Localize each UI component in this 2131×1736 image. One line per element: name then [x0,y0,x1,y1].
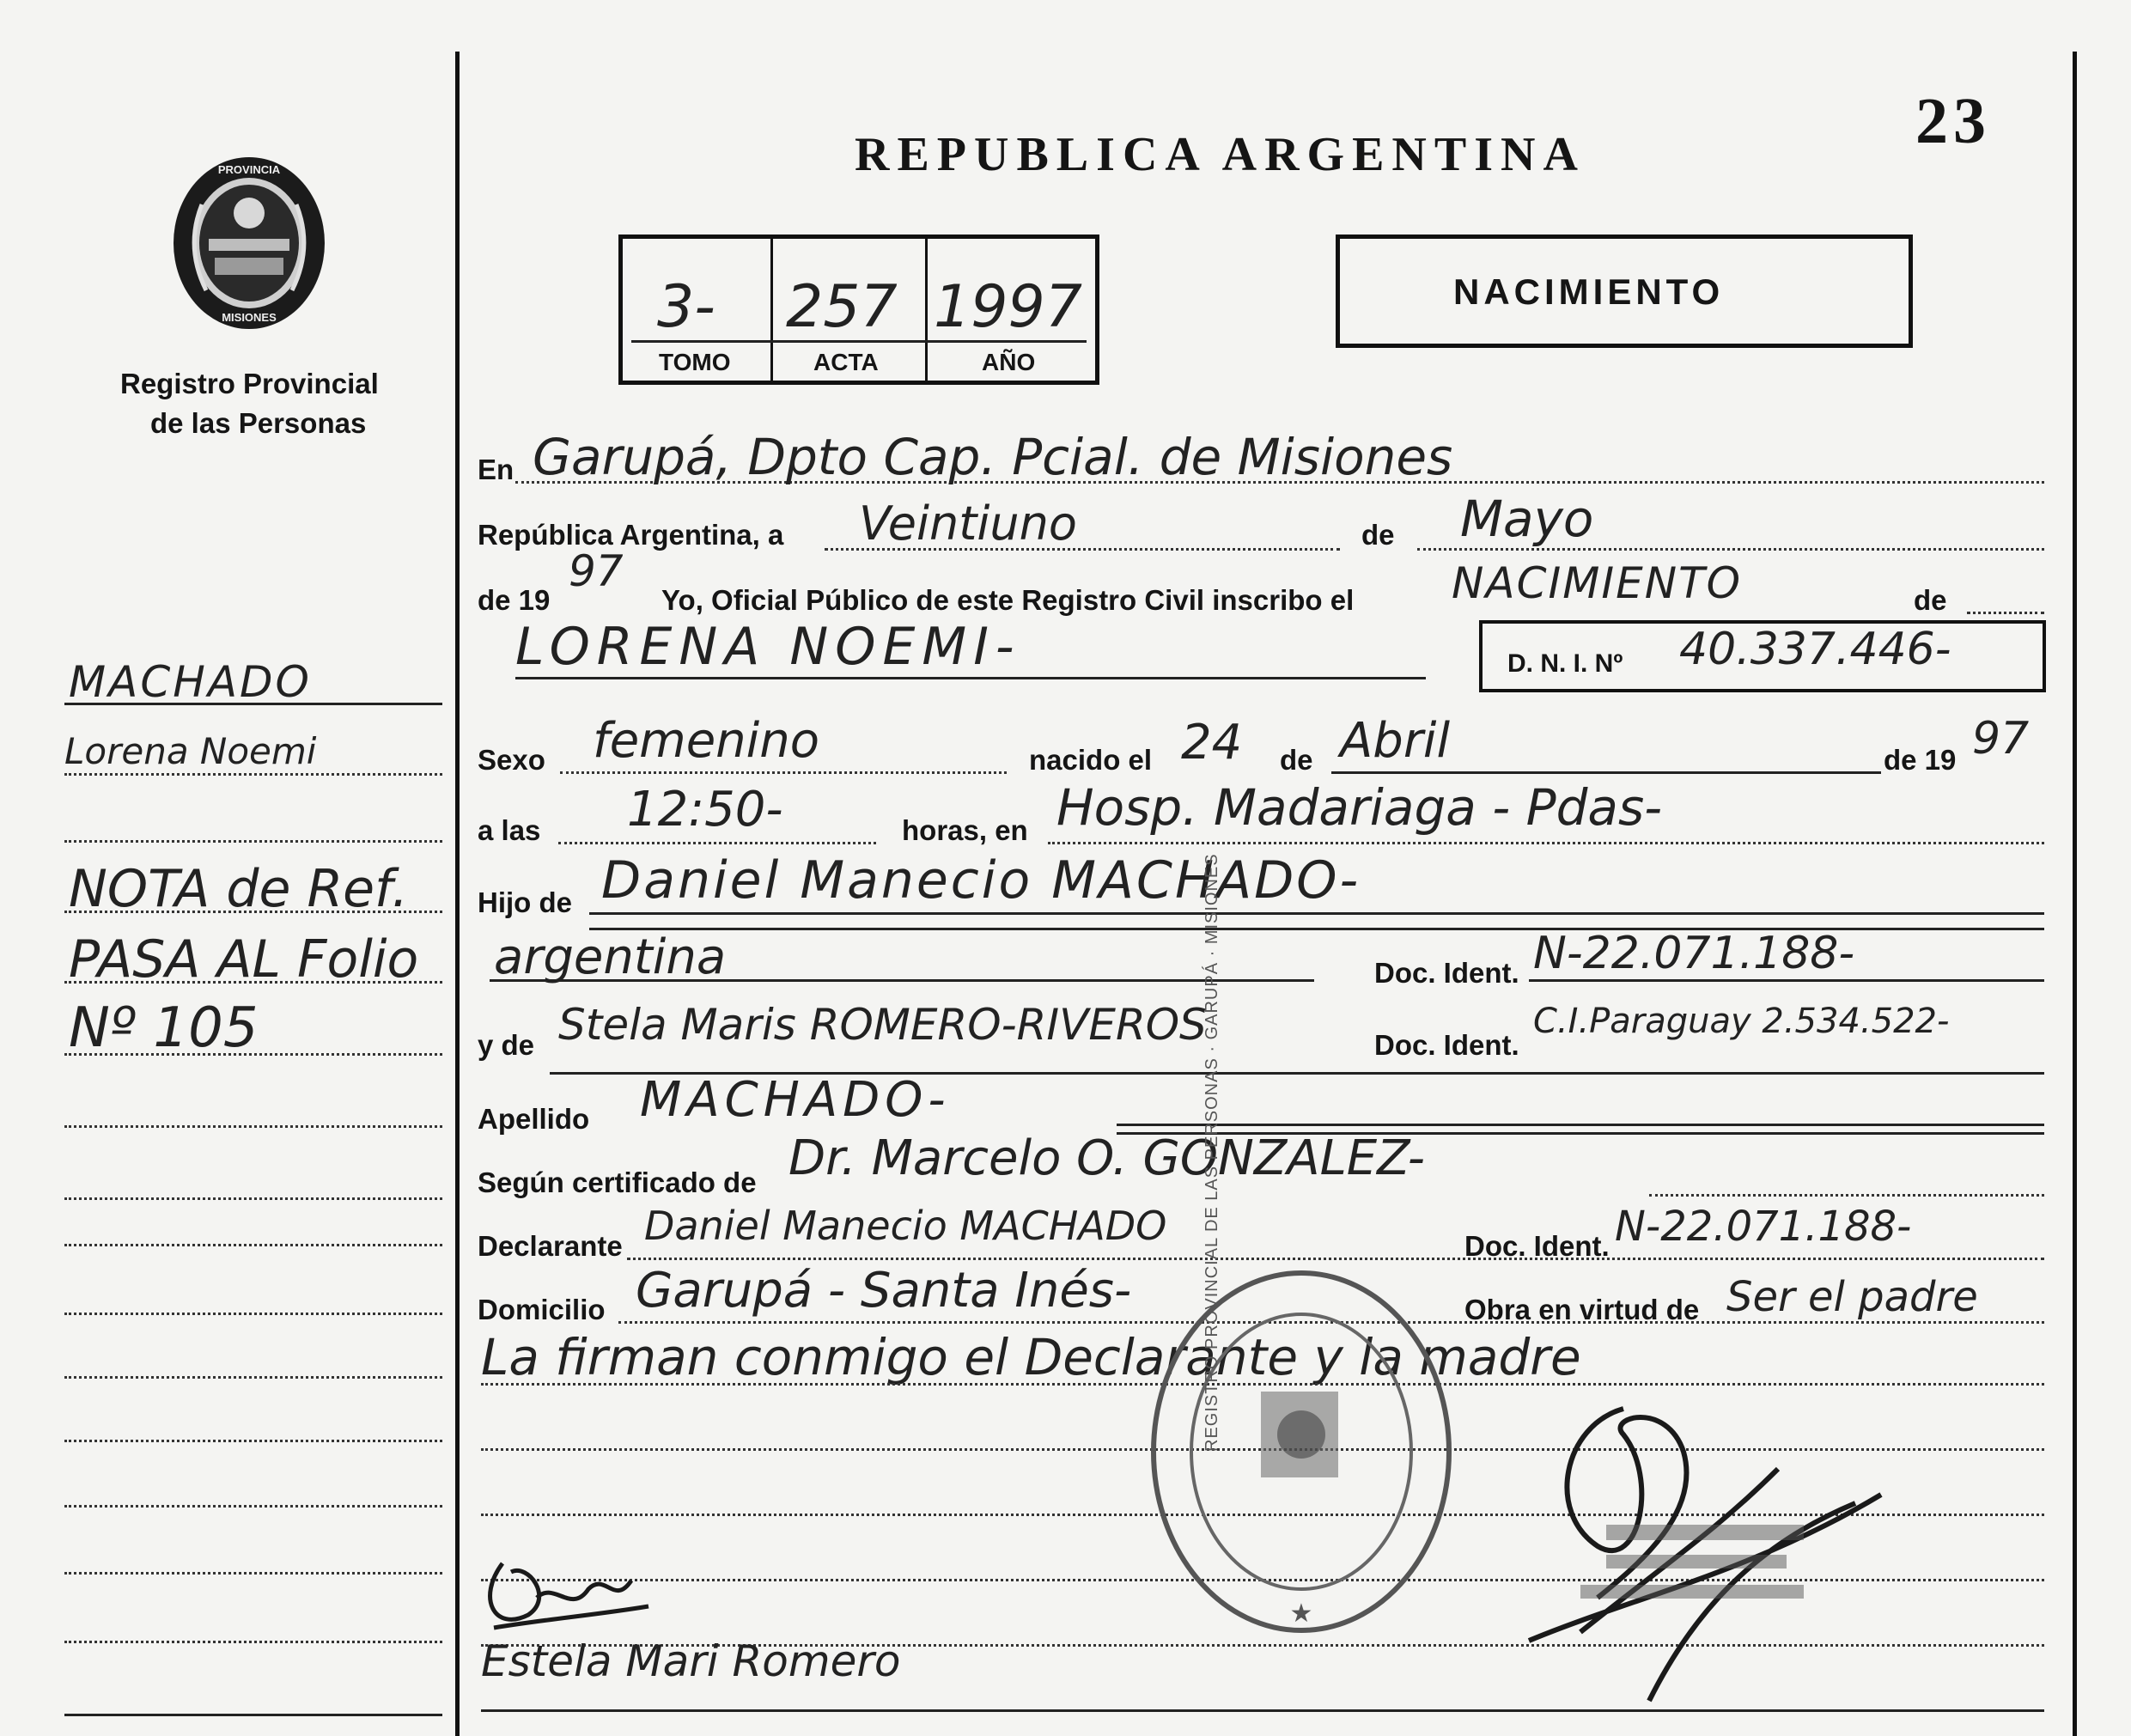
form-line [627,1258,2044,1260]
official-signature [1495,1374,1924,1718]
yo-text: Yo, Oficial Público de este Registro Civil inscribo el [661,584,1355,616]
month-value: Mayo [1460,490,1594,548]
sexo-value: femenino [593,713,819,769]
y-de-label: y de [478,1029,535,1061]
sexo-label: Sexo [478,744,545,776]
margin-line [64,1376,442,1379]
form-line [560,771,1007,774]
declarante-value: Daniel Manecio MACHADO [644,1203,1167,1249]
en-label: En [478,454,514,485]
father-doc-value: N-22.071.188- [1533,928,1855,979]
birth-year-suffix-value: 97 [1972,713,2030,764]
republica-label: República Argentina, a [478,519,784,551]
margin-note-line2: PASA AL Folio [69,929,419,990]
mother-doc-value: C.I.Paraguay 2.534.522- [1533,1002,1950,1041]
horas-label: horas, en [902,814,1028,846]
apellido-value: MACHADO- [640,1072,951,1128]
margin-line [64,1714,442,1716]
form-line [1048,842,2044,844]
closing-line: La firman conmigo el Declarante y la madre [481,1328,1581,1386]
margin-line [64,1440,442,1442]
mother-name-value: Stela Maris ROMERO-RIVEROS [558,1000,1207,1050]
left-margin-rule [455,52,460,1736]
dni-label: D. N. I. Nº [1507,649,1623,678]
form-line [1117,1124,2044,1126]
margin-given-names: Lorena Noemi [64,730,317,772]
place-value: Garupá, Dpto Cap. Pcial. de Misiones [533,428,1453,486]
year-suffix-value: 97 [569,546,624,596]
margin-line [64,1641,442,1643]
mother-signature-name: Estela Mari Romero [481,1636,901,1686]
declarante-label: Declarante [478,1230,623,1262]
apellido-label: Apellido [478,1103,590,1135]
a-las-label: a las [478,814,541,846]
form-line [1967,612,2044,614]
folio-number: 23 [1915,85,1991,157]
country-title: REPUBLICA ARGENTINA [855,128,1586,181]
hijo-label: Hijo de [478,886,573,918]
de-label-3: de [1280,744,1313,776]
de19-label: de 19 [478,584,551,616]
form-line [558,842,876,844]
doc-ident-label-1: Doc. Ident. [1374,957,1519,989]
form-line [1331,771,1881,774]
margin-line [64,773,442,776]
form-line [1649,1194,2044,1197]
day-words-value: Veintiuno [859,496,1077,551]
de19-label-2: de 19 [1884,744,1957,776]
stamp-text: REGISTRO PROVINCIAL DE LAS PERSONAS · GARUPÁ · MISIONES [1202,853,1221,1452]
domicilio-value: Garupá - Santa Inés- [636,1263,1132,1319]
act-type-label: NACIMIENTO [1453,271,1725,312]
tomo-label: TOMO [659,349,731,375]
nacido-label: nacido el [1029,744,1153,776]
right-margin-rule [2073,52,2077,1736]
father-nationality-value: argentina [494,929,727,985]
doc-ident-label-2: Doc. Ident. [1374,1029,1519,1061]
acta-label: ACTA [813,349,879,375]
birth-time-value: 12:50- [627,782,783,838]
birth-month-value: Abril [1340,713,1450,769]
margin-surname: MACHADO [69,657,312,707]
record-number-box [618,235,1099,385]
registry-stamp [1142,1263,1460,1641]
margin-line [64,1244,442,1246]
margin-note-line3: Nº 105 [69,996,259,1060]
margin-line [64,1505,442,1508]
margin-line [64,840,442,843]
office-name-line2: de las Personas [150,407,367,439]
margin-line [64,1313,442,1315]
acta-value: 257 [786,273,898,341]
seal-bottom-text: MISIONES [222,311,277,324]
dni-value: 40.337.446- [1679,624,1951,675]
obra-value: Ser el padre [1726,1273,1978,1321]
form-line [589,912,2044,915]
de-label-2: de [1914,584,1947,616]
anio-label: AÑO [982,349,1036,375]
form-line [490,979,1314,982]
birth-day-value: 24 [1181,715,1243,771]
form-line [515,677,1426,679]
form-line [1529,979,2044,982]
domicilio-label: Domicilio [478,1294,606,1325]
certificado-value: Dr. Marcelo O. GONZALEZ- [788,1130,1425,1186]
de-label-1: de [1361,519,1395,551]
declarante-doc-value: N-22.071.188- [1615,1203,1912,1251]
svg-text:★: ★ [1289,1599,1313,1628]
certificado-label: Según certificado de [478,1166,757,1198]
margin-line [64,1572,442,1575]
margin-note-line1: NOTA de Ref. [69,859,409,919]
office-name-line1: Registro Provincial [120,368,379,399]
tomo-value: 3- [657,273,715,341]
margin-line [64,1125,442,1128]
doc-ident-label-3: Doc. Ident. [1464,1230,1610,1262]
obra-label: Obra en virtud de [1464,1294,1700,1325]
seal-top-text: PROVINCIA [217,163,281,176]
form-line [1417,548,2044,551]
anio-value: 1997 [934,273,1083,341]
initials-signature [477,1546,657,1641]
child-names-value: LORENA NOEMI- [515,617,1021,677]
province-seal [167,153,331,333]
act-inscribed-value: NACIMIENTO [1452,558,1743,608]
margin-line [64,1197,442,1200]
father-name-value: Daniel Manecio MACHADO- [601,850,1361,911]
birth-place-value: Hosp. Madariaga - Pdas- [1056,778,1663,837]
